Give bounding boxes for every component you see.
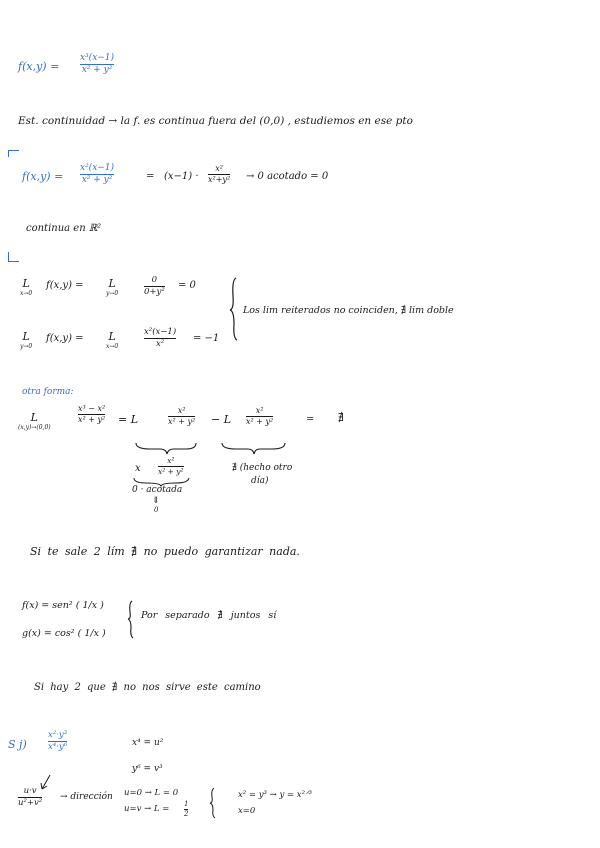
iter2-L2: L xyxy=(108,330,116,343)
step1-denominator2: x²+y² xyxy=(208,175,231,185)
sj-den2: u²+v² xyxy=(18,797,43,808)
brace1-x: x xyxy=(135,463,141,474)
step1-factor: (x−1) · xyxy=(164,171,199,182)
si-te-sale-note: Si te sale 2 lím ∄ no puedo garantizar nada. xyxy=(30,545,300,558)
sj-d2: u=v → L = xyxy=(124,804,170,814)
iter2-fraction xyxy=(144,328,176,349)
iter1-fraction xyxy=(144,276,165,297)
otra-L: L xyxy=(30,411,38,424)
otra-result: ∄ xyxy=(338,411,344,424)
step1-fraction xyxy=(80,164,114,186)
otra-fraction2 xyxy=(168,407,195,427)
sj-r1: x² = y³ → y = x²ᐟ³ xyxy=(238,790,312,800)
sj-d1: u=0 → L = 0 xyxy=(124,788,179,798)
step1-numerator: x²(x−1) xyxy=(80,163,115,173)
sj-num2: u·v xyxy=(23,786,37,796)
iter2-num: x²(x−1) xyxy=(144,327,177,337)
section-corner-mark xyxy=(8,150,19,157)
step1-denominator: x² + y² xyxy=(81,175,113,186)
brace1-den: x² + y² xyxy=(158,466,184,476)
iter1-result: = 0 xyxy=(178,280,196,291)
iter1-sub: x→0 xyxy=(20,290,33,297)
iter1-sub2: y→0 xyxy=(106,290,119,297)
brace1-fraction xyxy=(158,457,184,476)
otra-den1: x² + y² xyxy=(78,415,106,425)
otra-num2: x² xyxy=(177,406,186,415)
iter1-limit2 xyxy=(106,278,118,297)
gx-definition: g(x) = cos² ( 1/x ) xyxy=(22,628,106,639)
brace2-text1: ∄ (hecho otro xyxy=(232,463,293,473)
fg-brace xyxy=(128,601,133,638)
otra-num1: x³ − x² xyxy=(78,404,106,413)
sj-d2-den: 2 xyxy=(184,810,189,819)
fx-definition: f(x) = sen² ( 1/x ) xyxy=(22,600,104,611)
sj-d2-fraction xyxy=(184,801,188,819)
sj-brace xyxy=(210,788,215,818)
iterated-brace xyxy=(230,278,237,340)
sj-fraction xyxy=(48,731,67,752)
iter2-limit2 xyxy=(106,331,118,350)
iter1-f: f(x,y) = xyxy=(46,280,84,291)
otra-eq-L: = L xyxy=(118,413,139,426)
step1-lhs: f(x,y) = xyxy=(22,170,64,183)
underbrace-2 xyxy=(222,443,285,454)
iterated-conclusion: Los lim reiterados no coinciden, ∄ lim doble xyxy=(243,305,454,316)
sj-arrow xyxy=(41,775,50,789)
continua-text: continua en ℝ² xyxy=(26,223,102,234)
otra-forma-title: otra forma: xyxy=(22,387,74,397)
iter2-sub: y→0 xyxy=(20,343,33,350)
step1-result: → 0 acotado = 0 xyxy=(246,171,329,182)
sj-label: S j) xyxy=(8,738,27,751)
brace1-result: 0 · acotada xyxy=(132,485,183,495)
brace1-arrow: ⇓ xyxy=(152,496,160,506)
sj-d2-num: 1 xyxy=(184,800,189,808)
step1-fraction2 xyxy=(208,165,230,185)
brace1-num: x² xyxy=(167,456,175,465)
iter2-den: x² xyxy=(155,338,165,349)
otra-den2: x² + y² xyxy=(168,417,196,427)
iter2-limit xyxy=(20,331,32,350)
function-denominator: x² + y² xyxy=(81,65,113,76)
otra-sub: (x,y)→(0,0) xyxy=(18,424,51,431)
iter1-limit xyxy=(20,278,32,297)
sj-direccion: → dirección xyxy=(60,792,113,802)
continuity-note: Est. continuidad → la f. es continua fuera del (0,0) , estudiemos en ese pto xyxy=(18,115,413,127)
sj-sub2: y⁶ = v³ xyxy=(132,764,163,774)
step1-equals: = xyxy=(146,171,155,182)
iter2-L: L xyxy=(22,330,30,343)
iter1-den: 0+y² xyxy=(144,286,165,297)
iter1-L2: L xyxy=(108,277,116,290)
section-corner-mark-2 xyxy=(8,252,19,262)
sj-den: x⁴·y⁶ xyxy=(48,741,68,752)
iter2-f: f(x,y) = xyxy=(46,333,84,344)
otra-minus-L: − L xyxy=(211,413,232,426)
function-lhs: f(x,y) = xyxy=(18,60,60,73)
sj-sub1: x⁴ = u² xyxy=(132,738,164,748)
iter1-L: L xyxy=(22,277,30,290)
function-numerator: x³(x−1) xyxy=(80,53,115,63)
iter1-num: 0 xyxy=(151,275,158,285)
otra-fraction3 xyxy=(246,407,273,427)
otra-den3: x² + y² xyxy=(246,417,274,427)
otra-num3: x² xyxy=(255,406,264,415)
si-hay-note: Si hay 2 que ∄ no nos sirve este camino xyxy=(34,682,261,693)
function-fraction xyxy=(80,54,114,76)
otra-fraction1 xyxy=(78,405,105,425)
sj-fraction2 xyxy=(18,787,42,808)
step1-numerator2: x² xyxy=(215,164,223,173)
sj-r2: x=0 xyxy=(238,806,256,816)
underbrace-1 xyxy=(136,443,196,454)
fg-note: Por separado ∄ juntos sí xyxy=(141,610,277,621)
otra-limit xyxy=(18,412,51,431)
brace1-zero: 0 xyxy=(154,506,159,514)
sj-num: x²·y³ xyxy=(48,730,68,740)
otra-eq2: = xyxy=(306,414,315,425)
brace2-text2: día) xyxy=(251,476,269,486)
iter2-sub2: x→0 xyxy=(106,343,119,350)
iter2-result: = −1 xyxy=(193,333,220,344)
